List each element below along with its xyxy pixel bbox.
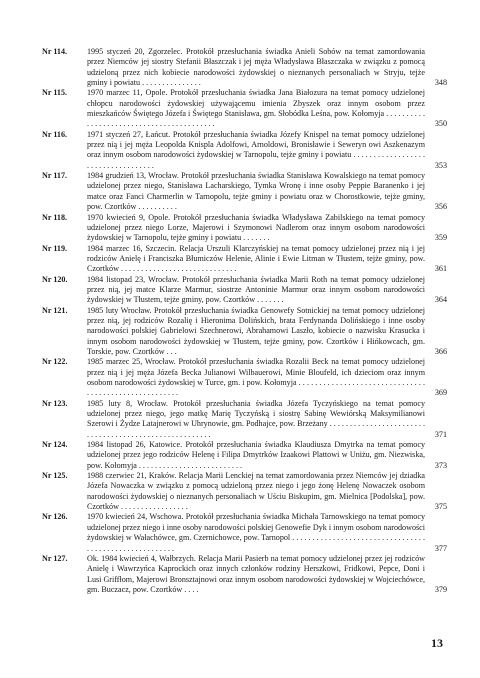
entry-page-number: 356 — [434, 202, 447, 212]
contents-list — [42, 47, 447, 595]
entry-page-number: 375 — [434, 502, 447, 512]
entry-page-number: 366 — [434, 346, 447, 356]
toc-entry-124 — [42, 440, 447, 471]
page-folio-number: 13 — [431, 636, 443, 650]
toc-entry-126 — [42, 512, 447, 553]
entry-number: Nr 120. — [42, 274, 68, 284]
entry-page-number: 364 — [434, 295, 447, 305]
entry-page-number: 373 — [434, 460, 447, 470]
entry-number: Nr 127. — [42, 553, 68, 563]
entry-text: 1984 listopad 26, Katowice. Protokół przesłuchania świadka Klaudiusza Dmytrka na temat pomocy udzielonej przez jego rodziców Helenę i Filipa Dmytrków Izaakowi Plattowi w Uniżu, gm. Niezwiska, pow. Kołomyja . . . . . . . . . . . . . . . . . . . . . . . . . . — [87, 440, 425, 470]
entry-number: Nr 126. — [42, 512, 68, 522]
entry-text: 1984 listopad 23, Wrocław. Protokół przesłuchania świadka Marii Roth na temat pomocy udzielonej przez nią, jej matce Klarze Marmur, siostrze Antoninie Marmur oraz innym osobom narodowości żydowskiej w Tłustem, tejże gminy, pow. Czortków . . . . . . . — [87, 274, 425, 305]
entry-page-number: 361 — [434, 264, 447, 274]
entry-text: 1985 marzec 25, Wrocław. Protokół przesłuchania świadka Rozalii Beck na temat pomocy udzielonej przez nią i jej męża Józefa Becka Julianowi Wilbauerowi, Minie Bloufeld, ich dzieciom oraz innym osobom narodowości żydowskiej w Turce, gm. i pow. Kołomyja . . . . . . . . . . . . . . . . . . . . . . . . . . . . . . . . . . . . . . . . . . . . . . . . . . . . . . — [87, 357, 425, 398]
entry-number: Nr 114. — [42, 47, 68, 56]
toc-entry-116 — [42, 130, 447, 171]
toc-entry-123 — [42, 399, 447, 440]
toc-entry-119 — [42, 244, 447, 275]
entry-number: Nr 115. — [42, 88, 68, 98]
entry-page-number: 369 — [434, 388, 447, 398]
entry-number: Nr 116. — [42, 129, 68, 139]
entry-text: 1971 styczeń 27, Łańcut. Protokół przesłuchania świadka Józefy Knispel na temat pomocy udzielonej przez nią i jej męża Leopolda Knispla Adolfowi, Arnoldowi, Bronisławie i Seweryn owi Aszkenazym oraz innym osobom narodowości żydowskiej w Tarnopolu, tejże gminy i powiatu . . . . . . . . . . . . . . . . . . . . . . . . . . . . . . . . . . . — [87, 129, 425, 170]
entry-text: 1984 marzec 16, Szczecin. Relacja Urszuli Klarczyńskiej na temat pomocy udzielonej przez nią i jej rodziców Anielę i Franciszka Błumiczów Helenie, Alinie i Ewie Litman w Tłustem, tejże gminy, pow. Czortków . . . . . . . . . . . . . . . . . . . . . . . . . . . . . — [87, 243, 425, 274]
entry-page-number: 348 — [434, 78, 447, 88]
entry-text: 1970 marzec 11, Opole. Protokół przesłuchania świadka Jana Białozura na temat pomocy udzielonej chłopcu narodowości żydowskiej używającemu imienia Zbyszek oraz innym osobom przez mieszkańców Świętego Józefa i Świętego Stanisława, gm. Słobódka Leśna, pow. Kołomyja . . . . . . . . . . . . . . . . . . . . . . . . . . . . . . . . . . . . . . . . . . — [87, 88, 425, 129]
entry-number: Nr 122. — [42, 357, 68, 367]
entry-text: 1985 luty Wrocław. Protokół przesłuchania świadka Genowefy Sotnickiej na temat pomocy udzielonej przez nią, jej rodziców Rozalię i Hieronima Dolińskich, brata Ferdynanda Dolińskiego i inne osoby narodowości polskiej Gabrielowi Szechnerowi, Abrahamowi Laszło, kobiecie o nazwisku Krasucka i innym osobom narodowości żydowskiej w Tłustem, tejże gminy, pow. Czortków i Hińkowcach, gm. Torskie, pow. Czortków . . . — [87, 305, 425, 356]
entry-text: 1988 czerwiec 21, Kraków. Relacja Marii Lenckiej na temat zamordowania przez Niemców jej dziadka Józefa Nowaczka w związku z pomocą udzieloną przez niego i jego żonę Helenę Nowaczek osobom narodowości żydowskiej o nieznanych personaliach w Uściu Biskupim, gm. Mielnica [Podolska], pow. Czortków . . . . . . . . . . . . . . . . . — [87, 471, 425, 512]
toc-entry-114 — [42, 47, 447, 88]
toc-entry-120 — [42, 275, 447, 306]
toc-entry-122 — [42, 357, 447, 398]
entry-number: Nr 125. — [42, 471, 68, 481]
entry-text: 1995 styczeń 20, Zgorzelec. Protokół przesłuchania świadka Anieli Sobów na temat zamordowania przez Niemców jej siostry Stefanii Błaszczak i jej męża Władysława Błaszczaka w związku z pomocą udzieloną przez nich kobiecie narodowości żydowskiej o nieznanych personaliach w Stryju, tejże gminy i powiatu . . . . . . . . . . . . . . . — [87, 47, 425, 88]
entry-text: Ok. 1984 kwiecień 4, Wałbrzych. Relacja Marii Pasierb na temat pomocy udzielonej przez jej rodziców Anielę i Wawrzyńca Kaprockich oraz innych członków rodziny Herszkowi, Fridkowi, Pepce, Doni i Lusi Griffłom, Majerowi Bronsztajnowi oraz innym osobom narodowości żydowskiej w Wojciechówce, gm. Buczacz, pow. Czortków . . . . — [87, 553, 425, 594]
entry-page-number: 359 — [434, 233, 447, 243]
toc-entry-127 — [42, 554, 447, 595]
entry-number: Nr 121. — [42, 305, 68, 315]
entry-number: Nr 123. — [42, 398, 68, 408]
entry-text: 1985 luty 8, Wrocław. Protokół przesłuchania świadka Józefa Tyczyńskiego na temat pomocy udzielonej przez niego, jego matkę Marię Tyczyńską i siostrę Sabinę Wewiórską Maksymilianowi Szerowi i Żydze Latajnerowi w Uhrynowie, gm. Podhajce, pow. Brzeżany . . . . . . . . . . . . . . . . . . . . . . . . . . . . . . . . . . . . . . . . . . . . . . . . . . . . . . . — [87, 398, 425, 439]
toc-entry-117 — [42, 171, 447, 212]
entry-page-number: 371 — [434, 429, 447, 439]
entry-page-number: 379 — [434, 584, 447, 594]
entry-number: Nr 119. — [42, 243, 68, 253]
entry-number: Nr 117. — [42, 171, 68, 181]
toc-entry-118 — [42, 213, 447, 244]
entry-number: Nr 118. — [42, 212, 68, 222]
entry-text: 1984 grudzień 13, Wrocław. Protokół przesłuchania świadka Stanisława Kowalskiego na temat pomocy udzielonej przez niego, Stanisława Lacharskiego, Tymka Wronę i inne osoby Peppie Baranenko i jej matce oraz Fanci Charmerlin w Tarnopolu, tejże gminy i powiatu oraz w Chorostkowie, tejże gminy, pow. Czortków . . . . . . . . . . — [87, 171, 425, 212]
entry-page-number: 353 — [434, 160, 447, 170]
entry-number: Nr 124. — [42, 440, 68, 450]
entry-page-number: 350 — [434, 119, 447, 129]
toc-entry-121 — [42, 306, 447, 358]
entry-text: 1970 kwiecień 24, Wschowa. Protokół przesłuchania świadka Michała Tarnowskiego na temat pomocy udzielonej przez niego i inne osoby narodowości polskiej Genowefie Dyk i innym osobom narodowości żydowskiej w Wałachówce, gm. Czernichowce, pow. Tarnopol . . . . . . . . . . . . . . . . . . . . . . . . . . . . . . . . . . . . . . . . . . . . . . . . . . . . . . . — [87, 512, 425, 553]
toc-entry-125 — [42, 471, 447, 512]
entry-text: 1970 kwiecień 9, Opole. Protokół przesłuchania świadka Władysława Zabilskiego na temat pomocy udzielonej przez niego Lorze, Majerowi i Szymonowi Nadlerom oraz innym osobom narodowości żydowskiej w Tarnopolu, tejże gminy i powiatu . . . . . . . — [87, 212, 425, 243]
toc-entry-115 — [42, 88, 447, 129]
entry-page-number: 377 — [434, 543, 447, 553]
